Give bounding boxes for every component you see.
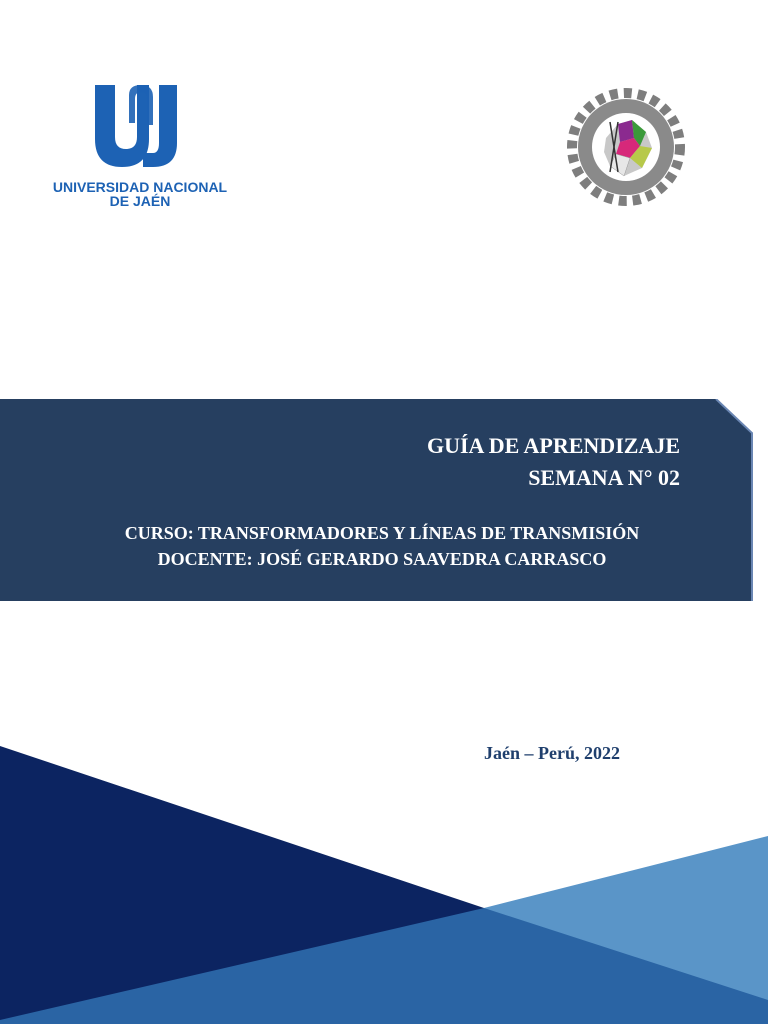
week-number: SEMANA N° 02 <box>528 465 680 490</box>
guide-title: GUÍA DE APRENDIZAJE <box>426 433 680 458</box>
decorative-triangles <box>0 740 768 1024</box>
unj-monogram-icon <box>93 83 187 169</box>
course-name: CURSO: TRANSFORMADORES Y LÍNEAS DE TRANSMISIÓN <box>124 523 640 543</box>
banner-shape <box>0 399 768 603</box>
faculty-seal <box>566 86 686 208</box>
unj-logo <box>50 80 230 210</box>
gear-seal-icon <box>566 86 686 208</box>
teacher-name: DOCENTE: JOSÉ GERARDO SAAVEDRA CARRASCO <box>157 549 607 569</box>
title-banner <box>0 399 768 603</box>
place-date: Jaén – Perú, 2022 <box>484 743 620 763</box>
logo-line-2: DE JAÉN <box>109 193 171 209</box>
logo-line-1: UNIVERSIDAD NACIONAL <box>52 179 228 195</box>
